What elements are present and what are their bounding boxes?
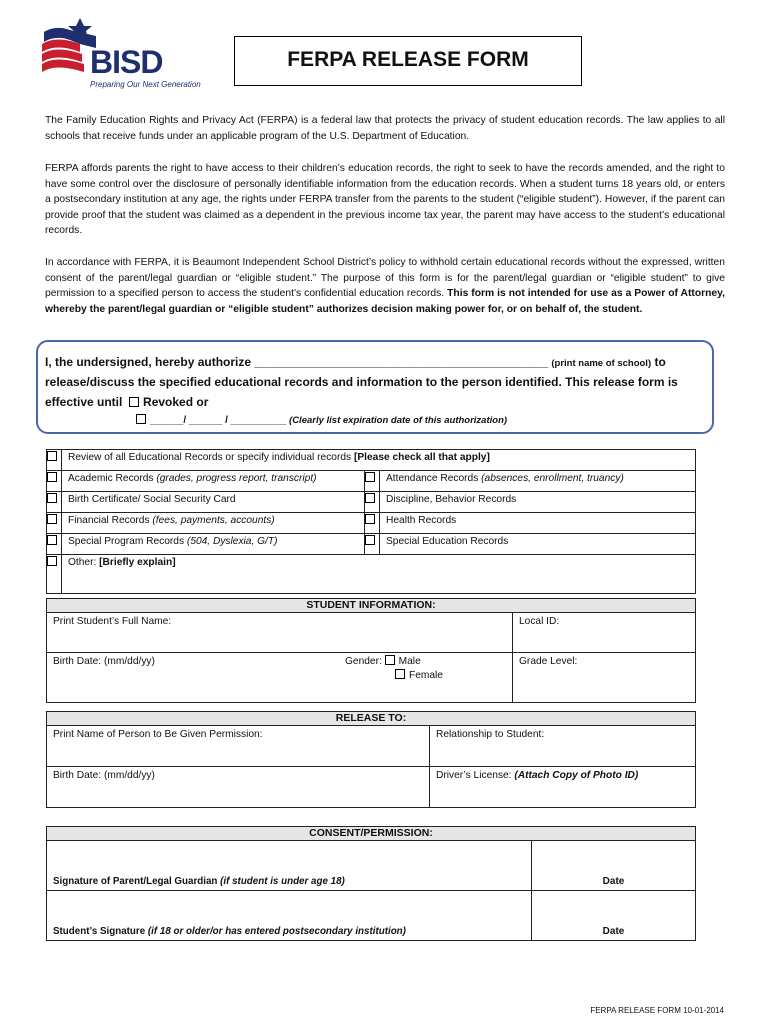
record-label: Academic Records xyxy=(68,473,154,484)
table-row xyxy=(47,513,696,534)
drivers-license-note: (Attach Copy of Photo ID) xyxy=(514,770,639,781)
revoked-checkbox[interactable] xyxy=(129,397,139,407)
record-label: Financial Records xyxy=(68,515,150,526)
academic-records-checkbox[interactable] xyxy=(47,472,57,482)
table-row xyxy=(47,534,696,555)
local-id-label: Local ID: xyxy=(519,616,560,627)
school-note: (print name of school) xyxy=(551,358,652,369)
records-table xyxy=(46,449,696,594)
female-checkbox[interactable] xyxy=(395,669,405,679)
table-row xyxy=(47,450,696,471)
relationship-label: Relationship to Student: xyxy=(436,729,545,740)
record-note: (absences, enrollment, truancy) xyxy=(481,473,624,484)
student-date-label: Date xyxy=(602,926,625,937)
expiration-date-field[interactable]: ______/ ______ / __________ xyxy=(150,415,287,426)
student-signature-note: (if 18 or older/or has entered postsecondary institution) xyxy=(147,926,406,937)
record-label: Health Records xyxy=(386,515,457,526)
table-row xyxy=(47,471,696,492)
record-label: Special Education Records xyxy=(386,536,509,547)
table-row xyxy=(47,599,696,613)
review-all-bold: [Please check all that apply] xyxy=(353,452,490,463)
record-label: Birth Certificate/ Social Security Card xyxy=(68,494,236,505)
authorize-school-field[interactable]: I, the undersigned, hereby authorize ____________________________________________ xyxy=(45,355,549,369)
male-checkbox[interactable] xyxy=(385,655,395,665)
release-birth-date-field[interactable] xyxy=(47,767,430,808)
record-note: (504, Dyslexia, G/T) xyxy=(186,536,278,547)
table-row xyxy=(47,726,696,767)
permission-name-label: Print Name of Person to Be Given Permission: xyxy=(53,729,263,740)
student-info-header: STUDENT INFORMATION: xyxy=(47,599,696,613)
health-records-checkbox[interactable] xyxy=(365,514,375,524)
expiration-checkbox[interactable] xyxy=(136,414,146,424)
release-birth-date-label: Birth Date: (mm/dd/yy) xyxy=(53,770,155,781)
table-row xyxy=(47,492,696,513)
local-id-field[interactable] xyxy=(513,613,696,653)
drivers-license-label: Driver’s License: xyxy=(436,770,512,781)
logo-tagline: Preparing Our Next Generation xyxy=(90,80,201,89)
consent-header: CONSENT/PERMISSION: xyxy=(47,827,696,841)
policy-text: In accordance with FERPA, it is Beaumont Independent School District’s policy to withhold certain educational records without the expressed, written consent of the parent/legal guardian or “eligible student.” The purpose of this form is for the parent/legal guardian or “eligible student” to give permission to a specified person to access the student’s confidential education records. xyxy=(45,257,725,300)
record-note: (fees, payments, accounts) xyxy=(152,515,275,526)
student-name-field[interactable] xyxy=(47,613,513,653)
female-label: Female xyxy=(409,670,443,681)
parent-signature-note: (if student is under age 18) xyxy=(220,876,345,887)
revoked-label: Revoked or xyxy=(143,395,209,409)
student-birth-date-field[interactable] xyxy=(47,653,340,703)
record-label: Attendance Records xyxy=(386,473,479,484)
financial-records-checkbox[interactable] xyxy=(47,514,57,524)
special-education-checkbox[interactable] xyxy=(365,535,375,545)
form-title: FERPA RELEASE FORM xyxy=(234,36,582,86)
relationship-field[interactable] xyxy=(430,726,696,767)
paragraph-intro: The Family Education Rights and Privacy Act (FERPA) is a federal law that protects the privacy of student education records. The law applies to all schools that receive funds under an applicable program of the U.S. Department of Education. xyxy=(45,115,725,142)
student-signature-label: Student’s Signature xyxy=(53,926,146,937)
grade-level-label: Grade Level: xyxy=(519,656,578,667)
student-info-table xyxy=(46,598,696,703)
table-row xyxy=(47,653,696,703)
other-explain-field[interactable] xyxy=(62,555,696,594)
special-program-checkbox[interactable] xyxy=(47,535,57,545)
discipline-records-checkbox[interactable] xyxy=(365,493,375,503)
grade-level-field[interactable] xyxy=(513,653,696,703)
table-row xyxy=(47,613,696,653)
drivers-license-field[interactable] xyxy=(430,767,696,808)
effective-until-label: effective until xyxy=(45,395,123,409)
record-note: (grades, progress report, transcript) xyxy=(156,473,317,484)
table-row xyxy=(47,712,696,726)
logo xyxy=(40,18,201,94)
gender-label: Gender: xyxy=(345,656,382,667)
student-birth-date-label: Birth Date: (mm/dd/yy) xyxy=(53,656,155,667)
table-row xyxy=(47,841,696,891)
authorize-to: to xyxy=(654,355,666,369)
parent-signature-field[interactable] xyxy=(47,841,532,891)
expiration-note: (Clearly list expiration date of this authorization) xyxy=(289,415,508,426)
gender-field xyxy=(339,653,513,703)
birth-certificate-checkbox[interactable] xyxy=(47,493,57,503)
parent-date-field[interactable] xyxy=(532,841,696,891)
authorize-line-3 xyxy=(45,394,208,410)
paragraph-policy xyxy=(45,255,725,317)
male-label: Male xyxy=(398,656,421,667)
table-row xyxy=(47,891,696,941)
review-all-checkbox[interactable] xyxy=(47,451,57,461)
student-signature-field[interactable] xyxy=(47,891,532,941)
student-date-field[interactable] xyxy=(532,891,696,941)
release-to-table xyxy=(46,711,696,808)
table-row xyxy=(47,555,696,594)
review-all-label: Review of all Educational Records or specify individual records xyxy=(68,452,352,463)
paragraph-rights: FERPA affords parents the right to have access to their children’s education records, the right to seek to have the records amended, and the right to have some control over the disclosure of personally identifiable information from the education records. When a student turns 18 years old, or enters a postsecondary institution at any age, the rights under FERPA transfer from the parents to the student (“eligible student”). However, if the parent can provide proof that the student was claimed as a dependent in the previous income tax year, the parent may have access to the student’s educational records. xyxy=(45,163,725,237)
student-name-label: Print Student’s Full Name: xyxy=(53,616,172,627)
attendance-records-checkbox[interactable] xyxy=(365,472,375,482)
other-label: Other: xyxy=(68,557,97,568)
consent-table xyxy=(46,826,696,941)
expiration-line xyxy=(136,415,507,426)
authorize-line-2: release/discuss the specified educational records and information to the person identified. This release form is xyxy=(45,375,678,389)
logo-text: BISD xyxy=(90,44,163,80)
table-row xyxy=(47,767,696,808)
table-row xyxy=(47,827,696,841)
other-checkbox[interactable] xyxy=(47,556,57,566)
footer: FERPA RELEASE FORM 10-01-2014 xyxy=(590,1006,724,1015)
release-to-header: RELEASE TO: xyxy=(47,712,696,726)
parent-signature-label: Signature of Parent/Legal Guardian xyxy=(53,876,218,887)
other-bold: [Briefly explain] xyxy=(99,557,176,568)
policy-bold-text: This form is not intended for use as a Power of Attorney, whereby the parent/legal guardian or “eligible student” authorizes decision making power for, or on behalf of, the student. xyxy=(45,288,725,315)
record-label: Special Program Records xyxy=(68,536,185,547)
permission-name-field[interactable] xyxy=(47,726,430,767)
record-label: Discipline, Behavior Records xyxy=(386,494,517,505)
parent-date-label: Date xyxy=(602,876,625,887)
authorize-line-1 xyxy=(45,354,666,372)
